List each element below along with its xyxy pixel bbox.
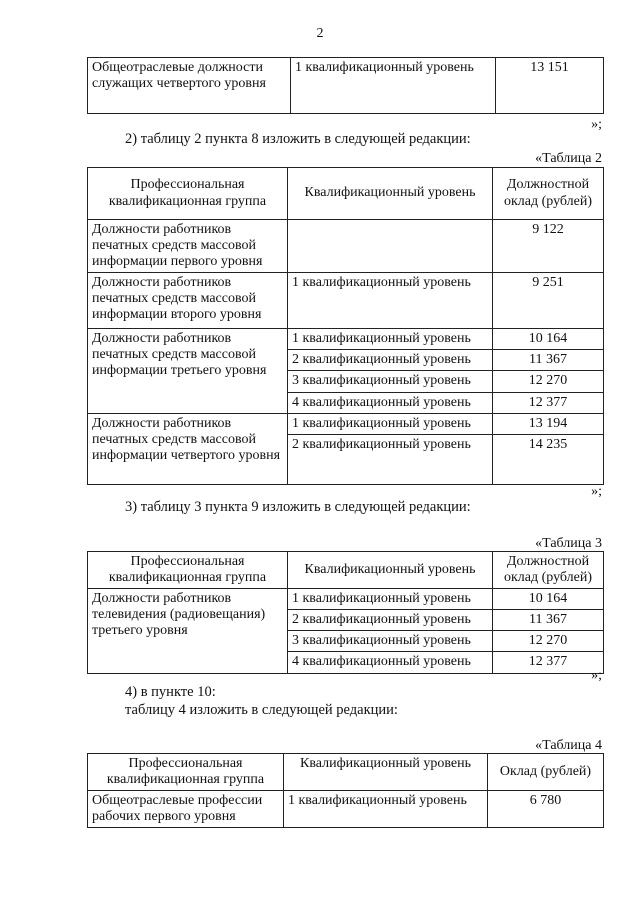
table-3-caption: «Таблица 3 (535, 536, 602, 551)
salary-cell: 9 251 (493, 273, 604, 329)
salary-cell: 12 377 (493, 652, 604, 673)
paragraph-3: 3) таблицу 3 пункта 9 изложить в следующей редакции: (125, 499, 471, 515)
table-row (88, 791, 604, 828)
table-3 (87, 551, 604, 674)
salary-cell: 11 367 (493, 610, 604, 631)
group-cell: Общеотраслевые должности служащих четвертого уровня (88, 58, 291, 114)
page-number: 2 (316, 26, 324, 41)
level-cell: 2 квалификационный уровень (288, 434, 493, 484)
group-cell: Должности работников печатных средств массовой информации четвертого уровня (88, 413, 288, 484)
level-cell: 1 квалификационный уровень (284, 791, 488, 828)
salary-cell: 14 235 (493, 434, 604, 484)
table-header-row (88, 552, 604, 589)
header-level: Квалификационный уровень (288, 168, 493, 220)
table-row (88, 58, 604, 114)
salary-cell: 10 164 (493, 589, 604, 610)
level-cell: 4 квалификационный уровень (288, 652, 493, 673)
level-cell: 2 квалификационный уровень (288, 610, 493, 631)
level-cell: 1 квалификационный уровень (291, 58, 496, 114)
closing-quote: »; (591, 117, 602, 132)
paragraph-4-continued: таблицу 4 изложить в следующей редакции: (125, 702, 398, 718)
header-group: Профессиональная квалификационная группа (88, 552, 288, 589)
table-row (88, 273, 604, 329)
group-cell: Должности работников печатных средств массовой информации первого уровня (88, 220, 288, 273)
table-4 (87, 753, 604, 828)
paragraph-2: 2) таблицу 2 пункта 8 изложить в следующей редакции: (125, 131, 471, 147)
table-row (88, 329, 604, 350)
table-row (88, 413, 604, 434)
level-cell: 4 квалификационный уровень (288, 392, 493, 413)
header-group: Профессиональная квалификационная группа (88, 168, 288, 220)
closing-quote: »; (591, 668, 602, 683)
salary-cell: 12 270 (493, 631, 604, 652)
salary-cell: 12 377 (493, 392, 604, 413)
header-level: Квалификационный уровень (284, 754, 488, 791)
salary-cell: 11 367 (493, 350, 604, 371)
table-4-caption: «Таблица 4 (535, 738, 602, 753)
table-row (88, 589, 604, 610)
table-2 (87, 167, 604, 485)
group-cell: Должности работников печатных средств массовой информации второго уровня (88, 273, 288, 329)
table-header-row (88, 754, 604, 791)
paragraph-4: 4) в пункте 10: (125, 684, 216, 700)
header-salary: Оклад (рублей) (488, 754, 604, 791)
table-row (88, 220, 604, 273)
level-cell: 1 квалификационный уровень (288, 273, 493, 329)
level-cell (288, 220, 493, 273)
table-2-caption: «Таблица 2 (535, 151, 602, 166)
level-cell: 1 квалификационный уровень (288, 329, 493, 350)
group-cell: Должности работников телевидения (радиовещания) третьего уровня (88, 589, 288, 673)
header-salary: Должностной оклад (рублей) (493, 168, 604, 220)
salary-cell: 12 270 (493, 371, 604, 392)
level-cell: 2 квалификационный уровень (288, 350, 493, 371)
salary-cell: 13 151 (496, 58, 604, 114)
group-cell: Общеотраслевые профессии рабочих первого уровня (88, 791, 284, 828)
salary-cell: 10 164 (493, 329, 604, 350)
level-cell: 3 квалификационный уровень (288, 371, 493, 392)
table-1-continuation (87, 57, 604, 114)
level-cell: 1 квалификационный уровень (288, 589, 493, 610)
header-level: Квалификационный уровень (288, 552, 493, 589)
table-header-row (88, 168, 604, 220)
header-group: Профессиональная квалификационная группа (88, 754, 284, 791)
closing-quote: »; (591, 484, 602, 499)
header-salary: Должностной оклад (рублей) (493, 552, 604, 589)
group-cell: Должности работников печатных средств массовой информации третьего уровня (88, 329, 288, 413)
level-cell: 3 квалификационный уровень (288, 631, 493, 652)
salary-cell: 13 194 (493, 413, 604, 434)
level-cell: 1 квалификационный уровень (288, 413, 493, 434)
salary-cell: 9 122 (493, 220, 604, 273)
salary-cell: 6 780 (488, 791, 604, 828)
